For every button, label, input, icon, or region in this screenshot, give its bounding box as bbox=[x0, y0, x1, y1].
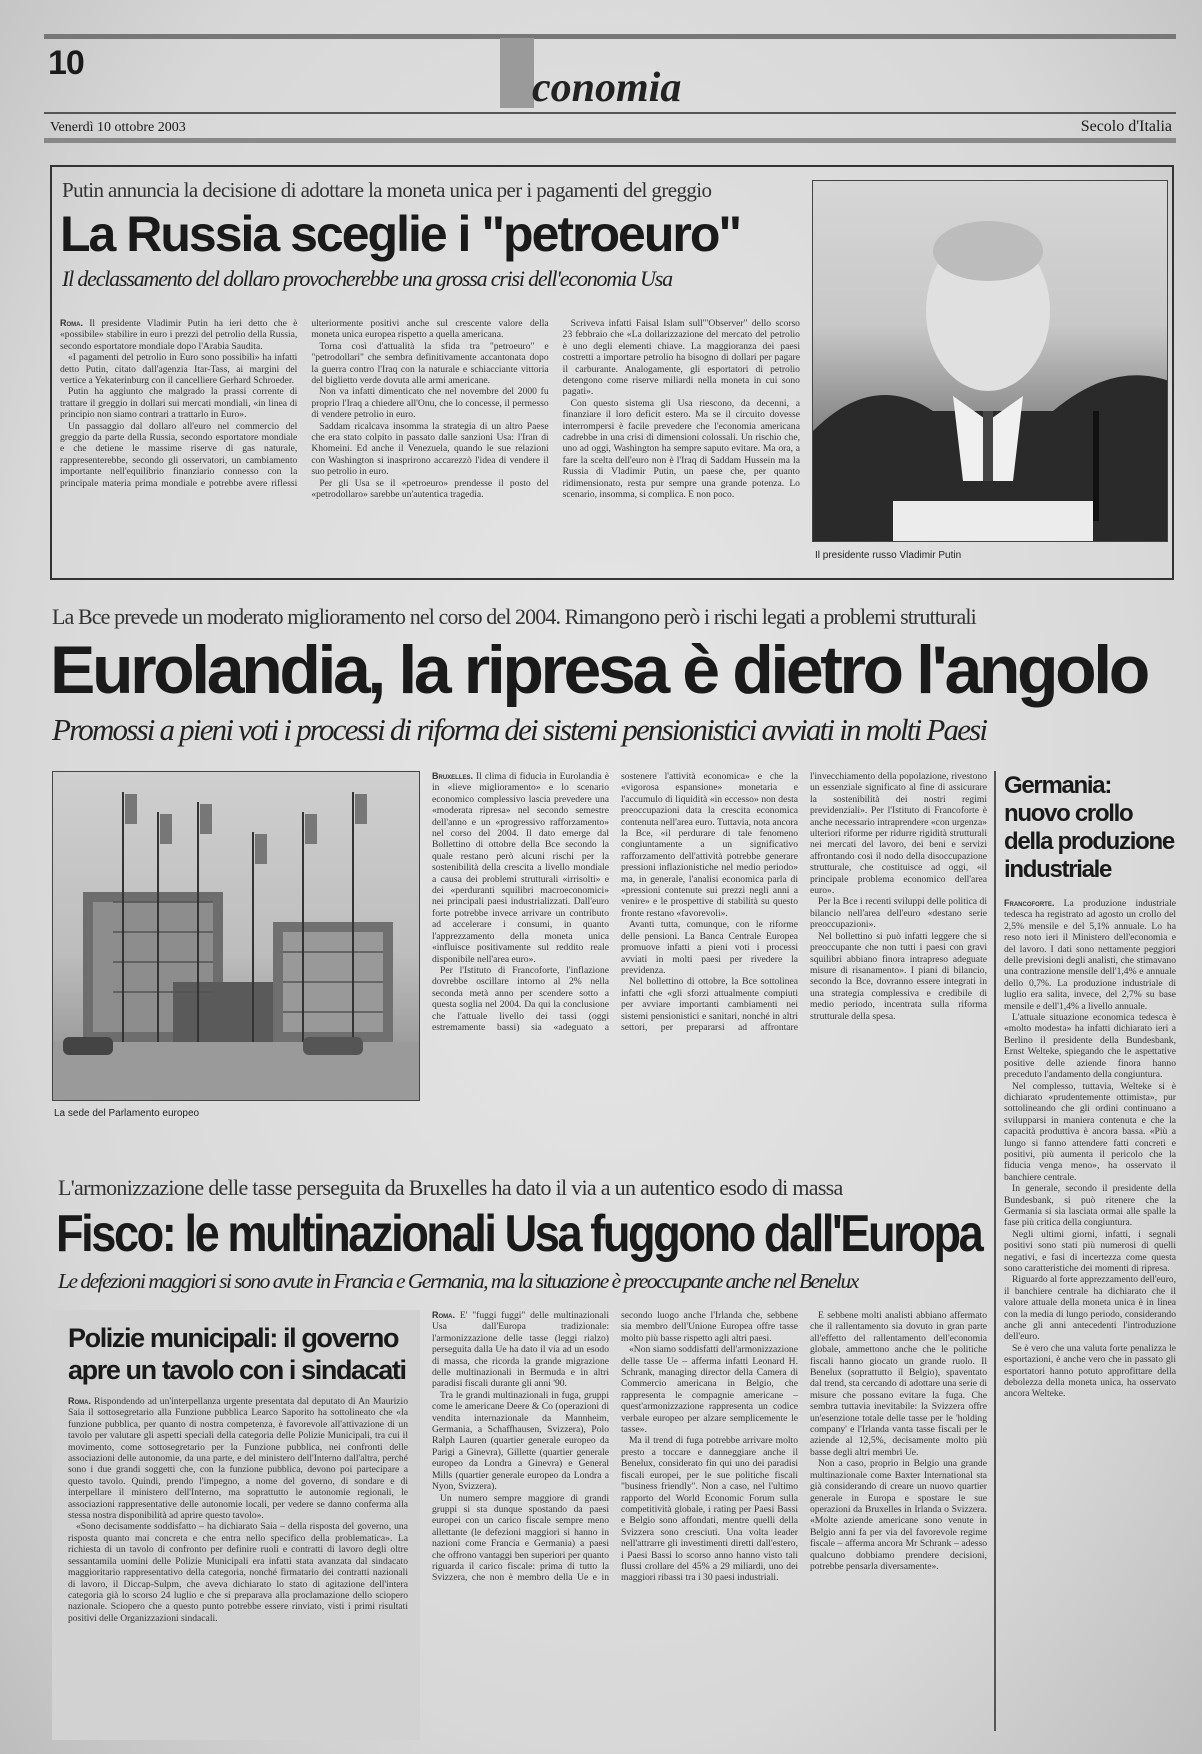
paragraph: Per gli Usa se il «petroeuro» prendesse il posto del «petrodollaro» sarebbe un'autentica tragedia. bbox=[311, 477, 549, 501]
parliament-photo bbox=[52, 771, 420, 1101]
paragraph: In generale, secondo il presidente della Bundesbank, si può ritenere che la Germania si sia lasciata ormai alle spalle la fase più critica della congiuntura. bbox=[1004, 1183, 1176, 1229]
article1-kicker: Putin annuncia la decisione di adottare la moneta unica per i pagamenti del greggio bbox=[62, 178, 712, 202]
paragraph: E' "fuggi fuggi" delle multinazionali Usa dall'Europa tradizionale: l'armonizzazione delle tasse (leggi rialzo) perseguita dalla Ue ha dato il via ad un esodo di massa, che ricorda la grande migrazione delle multinazionali in Bermuda e in altri paradisi fiscali durante gli anni '90. bbox=[432, 1310, 610, 1390]
issue-date: Venerdì 10 ottobre 2003 bbox=[50, 120, 186, 135]
article-polizie-box bbox=[52, 1310, 420, 1740]
paragraph: Avanti tutta, comunque, con le riforme delle pensioni. La Banca Centrale Europea promuove infatti a pieni voti i processi avviati in molti paesi per rivedere la previdenza. bbox=[621, 919, 798, 976]
paragraph: Non va infatti dimenticato che nel novembre del 2000 fu proprio l'Iraq a chiedere all'Onu, che lo concesse, il permesso di vendere petrolio in euro. bbox=[311, 386, 549, 421]
section-initial-block bbox=[500, 38, 534, 108]
page-number: 10 bbox=[48, 44, 84, 82]
dateline: Roma. bbox=[68, 1396, 91, 1406]
dateline: Bruxelles. bbox=[432, 771, 474, 781]
paragraph: Nel bollettino di ottobre, la Bce sottolinea infatti che «gli sforzi attualmente compiuti per avviare importanti cambiamenti nei sistemi pensionistici e sanitari, nonché in altri settori, per prepararsi ad affrontare l'invecchiamento della popolazione, rivestono un essenziale significato al fine di assicurare la sostenibilità dei nostri regimi previdenziali». Per l'Istituto di Francoforte è anche necessario intraprendere «con urgenza» ulteriori riforme per ridurre rigidità strutturali nei mercati del lavoro, dei beni e servizi affrontando così il nodo della disoccupazione strutturale, che costituisce ad oggi, «il principale problema economico dell'area euro». bbox=[621, 771, 987, 1033]
paragraph: La produzione industriale tedesca ha registrato ad agosto un crollo del 2,5% mensile e del 5,1% annuale. Lo ha reso noto ieri il Ministero dell'economia e del lavoro. I dati sono nettamente peggiori delle previsioni degli analisti, che stimavano una contrazione mensile dell'1,4% e annuale dello 0,7%. La produzione industriale di luglio era salita, invece, del 2,7% su base mensile e dell'1,4% a livello annuale. bbox=[1004, 898, 1176, 1012]
paragraph: Negli ultimi giorni, infatti, i segnali positivi sono stati più numerosi di quelli negativi, e fasi di incertezza come questa sono caratteristiche dei momenti di ripresa. bbox=[1004, 1228, 1176, 1274]
dateline: Roma. bbox=[60, 318, 83, 328]
paragraph: Putin ha aggiunto che malgrado la prassi corrente di trattare il greggio in dollari sui mercati mondiali, «in linea di principio non siamo contrari a trattarlo in Euro». bbox=[60, 386, 298, 421]
article2-body bbox=[432, 771, 987, 1156]
paragraph: Ma il trend di fuga potrebbe arrivare molto presto a toccare e danneggiare anche il Benelux, considerato fin qui uno dei paradisi fiscali europei, per le sue politiche fiscali "business friendly". Non a caso, nel l'ultimo rapporto del World Economic Forum sulla competitività globale, i rating per Paesi Bassi e Belgio sono affondati, mentre quelli della Svizzera sono cresciuti. Una volta leader nell'attrarre gli investimenti diretti dall'estero, i Paesi Bassi lo scorso anno hanno visto tali flussi crollare del 45% a 29 miliardi, uno dei maggiori ribassi tra i 30 paesi industriali. bbox=[621, 1435, 798, 1584]
paragraph: Riguardo al forte apprezzamento dell'euro, il banchiere centrale ha dichiarato che il valore attuale della moneta unica è in linea con la media di lungo periodo, considerando anche gli anni antecedenti l'introduzione dell'euro. bbox=[1004, 1274, 1176, 1343]
sidebar bbox=[1004, 772, 1176, 1742]
article1-subtitle: Il declassamento del dollaro provocherebbe una grossa crisi dell'economia Usa bbox=[62, 266, 672, 291]
paragraph: Tra le grandi multinazionali in fuga, gruppi come le americane Deere & Co (operazioni di vendita internazionale da Mannheim, Germania, a Schaffhausen, Svizzera), Polo Ralph Lauren (quartier generale europeo da Parigi a Ginevra), Gillette (quartier generale europeo da Londra a Ginevra) e General Mills (quartier generale europeo da Londra a Nyon, Svizzera). bbox=[432, 1389, 609, 1493]
paragraph: Il presidente Vladimir Putin ha ieri detto che è «possibile» stabilire in euro i prezzi del petrolio della Russia, secondo esportatore mondiale dopo l'Arabia Saudita. bbox=[60, 318, 298, 352]
paragraph: L'attuale situazione economica tedesca è «molto modesta» ha infatti dichiarato ieri a Berlino il presidente della Bundesbank, Ernst Welteke, spiegando che le aspettative positive delle aziende finora hanno preceduto l'andamento della congiuntura. bbox=[1004, 1012, 1176, 1081]
header-rule bbox=[44, 112, 1176, 114]
column-divider bbox=[994, 771, 996, 1731]
paragraph: Un passaggio dal dollaro all'euro nel commercio del greggio da parte della Russia, secondo esportatore mondiale e che detiene le massime riserve di gas naturale, rappresenterebbe, secondo gli osservatori, un cambiamento importante nell'equilibrio finanziario connesso con la principale materia prima mondiale e potrebbe avere riflessi ulteriormente positivi anche sul crescente valore della moneta unica europea rispetto a quella americana. bbox=[60, 318, 549, 489]
paragraph: Per l'Istituto di Francoforte, l'inflazione dovrebbe oscillare intorno al 2% nella seconda metà anno per scendere sotto a questa soglia nel 2004. Da qui la conclusione che l'attuale livello dei tassi (oggi estremamente bassi) sia «adeguato a sostenere l'attività economica» e che la «vigorosa espansione» monetaria e l'accumulo di liquidità «in eccesso» non desta preoccupazioni data la crescita economica contenuta nell'area euro. Tuttavia, nota ancora la Bce, «il perdurare di tale fenomeno congiuntamente a un significativo rafforzamento dell'attività potrebbe generare pressioni inflazionistiche nel medio periodo» ma, in generale, l'analisi economica parla di «pressioni contenute sui prezzi negli anni a venire» e le prospettive di stabilità su questo fronte restano «favorevoli». bbox=[432, 771, 798, 1033]
putin-photo bbox=[812, 180, 1168, 542]
article3-kicker: L'armonizzazione delle tasse perseguita da Bruxelles ha dato il via a un autentico esodo di massa bbox=[58, 1175, 843, 1200]
article2-kicker: La Bce prevede un moderato miglioramento nel corso del 2004. Rimangono però i rischi legati a problemi strutturali bbox=[52, 604, 976, 629]
sidebar-body bbox=[1004, 898, 1176, 1742]
newspaper-name: Secolo d'Italia bbox=[1080, 118, 1172, 135]
header-rule-thick bbox=[44, 138, 1176, 143]
article4-headline: Polizie municipali: il governo apre un tavolo con i sindacati bbox=[68, 1323, 406, 1385]
paragraph: Rispondendo ad un'interpellanza urgente presentata dal deputato di An Maurizio Saia il sottosegretario alla Funzione pubblica Learco Saporito ha sottolineato che «la funzione pubblica, per quanto di nostra competenza, è favorevole all'attivazione di un tavolo per valutare gli aspetti speciali della categoria delle Polizie Municipali, tra cui il movimento, come sottosegretario per la Funzione pubblica, nei confronti delle associazioni delle autonomie, da una parte, e del ministero dell'Interno dall'altra, perché sono i due grandi soggetti che, con la funzione pubblica, devono poi partecipare a questo tavolo. Quindi, prendo l'impegno, a nome del governo, di sondare e di interpellare il ministero dell'Interno, ma soprattutto le autonomie regionali, le associazioni rappresentative delle autonomie locali, per vedere se danno conferma alla stessa nostra disponibilità ad aprire questo tavolo». bbox=[68, 1396, 408, 1522]
section-title bbox=[500, 38, 682, 111]
article2-headline: Eurolandia, la ripresa è dietro l'angolo bbox=[50, 632, 1147, 708]
paragraph: Per la Bce i recenti sviluppi delle politica di bilancio nell'area dell'euro «destano serie preoccupazioni». bbox=[810, 896, 987, 931]
article1-body bbox=[60, 318, 800, 568]
paragraph: Saddam ricalcava insomma la strategia di un altro Paese che era stato colpito in passato dalle sanzioni Usa: l'Iran di Khomeini. Ed anche il Venezuela, quando le sue relazioni con Washington si inasprirono accarezzò l'idea di vendere il suo petrolio in euro. bbox=[311, 420, 549, 478]
paragraph: «Sono decisamente soddisfatto – ha dichiarato Saia – della risposta del governo, una risposta quanto mai concreta e che entra nello specifico della problematica». La richiesta di un tavolo di confronto per definire ruoli e contratti di lavoro degli oltre sessantamila uomini delle Polizie Municipali era infatti stata avanzata dal sindacato maggioritario rappresentativo della categoria, nonché firmatario dei contratti nazionali di lavoro, il Diccap-Sulpm, che aveva dichiarato lo stato di agitazione dell'intera categoria già lo scorso 24 luglio e che si preparava alla proclamazione dello sciopero nazionale. Sciopero che a questo punto potrebbe essere rinviato, visti i primi risultati positivi delle Organizzazioni sindacali. bbox=[68, 1521, 408, 1624]
paragraph: «I pagamenti del petrolio in Euro sono possibili» ha infatti detto Putin, citato dall'agenzia Itar-Tass, ai margini del vertice a Yekaterinburg con il cancelliere Gerhard Schroeder. bbox=[60, 352, 298, 387]
dateline: Roma. bbox=[432, 1310, 455, 1320]
portrait-illustration bbox=[813, 181, 1168, 542]
paragraph: «Non siamo soddisfatti dell'armonizzazione delle tasse Ue – afferma infatti Leonard H. Schrank, managing director della Camera di Commercio americana in Belgio, che rappresenta le compagnie americane – quest'armonizzazione rappresenta un codice verbale europeo per alzare semplicemente le tasse». bbox=[621, 1344, 798, 1436]
article3-headline: Fisco: le multinazionali Usa fuggono dall'Europa bbox=[56, 1205, 982, 1263]
article1-headline: La Russia sceglie i "petroeuro" bbox=[60, 206, 741, 262]
dateline: Francoforte. bbox=[1004, 898, 1055, 908]
article4-body bbox=[68, 1396, 408, 1732]
section-name: conomia bbox=[532, 65, 682, 111]
paragraph: Scriveva infatti Faisal Islam sull'"Observer" dello scorso 23 febbraio che «La dollarizzazione del mercato del petrolio è uno degli elementi chiave. La maggioranza dei paesi costretti a importare petrolio ha bisogno di dollari per pagare il carburante. Analogamente, gli esportatori di petrolio detengono come riserve miliardi nella moneta in cui sono pagati». bbox=[562, 318, 800, 398]
putin-photo-caption: Il presidente russo Vladimir Putin bbox=[815, 550, 962, 561]
paragraph: Un numero sempre maggiore di grandi gruppi si sta dunque spostando da paesi europei con un carico fiscale sempre meno allettante (le defezioni maggiori si hanno in nazioni come Francia e Germania) a paesi che offrono vantaggi ben superiori per quanto riguarda il carico fiscale: prima di tutto la Svizzera, che non è membro della Ue e in secondo luogo anche l'Irlanda che, sebbene sia membro dell'Unione Europea offre tasse molto più basse rispetto agli altri paesi. bbox=[432, 1310, 798, 1584]
paragraph: E sebbene molti analisti abbiano affermato che il rallentamento sia dovuto in gran parte all'effetto del rallentamento dell'economia globale, ammettono anche che le politiche fiscali hanno giocato un grande ruolo. Il Benelux (soprattutto il Belgio), spaventato dal trend, sta cercando di adottare una serie di misure che possano evitare la fuga. Che sembra tuttavia inevitabile: la Svizzera offre un'esenzione totale delle tasse per le 'holding company' e l'Irlanda vanta tasse fiscali per le aziende al 12,5%, decisamente molto più basse degli altri membri Ue. bbox=[810, 1310, 987, 1458]
paragraph: Nel complesso, tuttavia, Welteke si è dichiarato «prudentemente ottimista», pur sottolineando che gli ordini continuano a svilupparsi in maniera contenuta e che la capacità produttiva è ancora bassa. «Più a lungo si fanno attendere fatti concreti e positivi, più aumenta il pericolo che la fiducia venga meno», ha osservato il banchiere centrale. bbox=[1004, 1080, 1176, 1183]
paragraph: Non a caso, proprio in Belgio una grande multinazionale come Baxter International sta già considerando di creare un nuovo quartier generale in Europa e spostare le sue operazioni da Bruxelles in Irlanda o Svizzera. «Molte aziende americane sono venute in Belgio anni fa per via del favorevole regime fiscale – afferma ancora Mr Schrank – adesso qualcuno dobbiamo prendere decisioni, potrebbe pensarla diversamente». bbox=[810, 1458, 987, 1572]
sidebar-headline: Germania: nuovo crollo della produzione industriale bbox=[1004, 772, 1174, 883]
article3-subtitle: Le defezioni maggiori si sono avute in Francia e Germania, ma la situazione è preoccupante anche nel Benelux bbox=[58, 1269, 858, 1293]
paragraph: Se è vero che una valuta forte penalizza le esportazioni, è anche vero che in passato gli esportatori hanno potuto approfittare della debolezza della moneta unica, ha osservato ancora Welteke. bbox=[1004, 1342, 1176, 1400]
paragraph: Con questo sistema gli Usa riescono, da decenni, a finanziare il loro deficit estero. Ma se il circuito dovesse interrompersi è facile prevedere che l'economia americana cadrebbe in una crisi di dimensioni colossali. Un rischio che, uno ad oggi, Washington ha sempre saputo evitare. Ma ora, a fare la scelta dell'euro non è l'Iraq di Saddam Hussein ma la Russia di Vladimir Putin, un paese che, per quanto ridimensionato, resta pur sempre una grande potenza. Lo scenario, insomma, si complica. E non poco. bbox=[562, 397, 800, 501]
building-illustration bbox=[53, 772, 420, 1101]
parliament-photo-caption: La sede del Parlamento europeo bbox=[54, 1108, 200, 1119]
article2-subtitle: Promossi a pieni voti i processi di riforma dei sistemi pensionistici avviati in molti Paesi bbox=[52, 712, 987, 747]
article3-body bbox=[432, 1310, 987, 1746]
paragraph: Il clima di fiducia in Eurolandia è in «lieve miglioramento» e lo scenario economico complessivo lascia prevedere una «moderata ripresa» nel secondo semestre dell'anno e un «progressivo rafforzamento» nel corso del 2004. Il dato emerge dal Bollettino di ottobre della Bce secondo la quale restano però alcuni rischi per la sostenibilità della crescita a livello mondiale a causa dei problemi strutturali «irrisolti» e dei «perduranti squilibri macroeconomici» nei principali paesi industrializzati. Dall'euro forte potrebbe invece arrivare un contributo ad accelerare i consumi, in quanto l'apprezzamento della moneta unica «influisce positivamente sul reddito reale disponibile nell'area euro». bbox=[432, 771, 609, 965]
paragraph: Nel bollettino si può infatti leggere che si preoccupante che non tutti i paesi con gravi squilibri abbiano finora intrapreso adeguate misure di risanamento». I piani di bilancio, secondo la Bce, dovranno essere integrati in una strategia complessiva e credibile di medio periodo, incentrata sulla riforma strutturale della spesa. bbox=[810, 930, 987, 1022]
paragraph: Torna così d'attualità la sfida tra "petroeuro" e "petrodollari" che sembra definitivamente accantonata dopo la guerra contro l'Iraq con la naturale e schiacciante vittoria del biglietto verde dovuta alle armi americane. bbox=[311, 340, 549, 387]
